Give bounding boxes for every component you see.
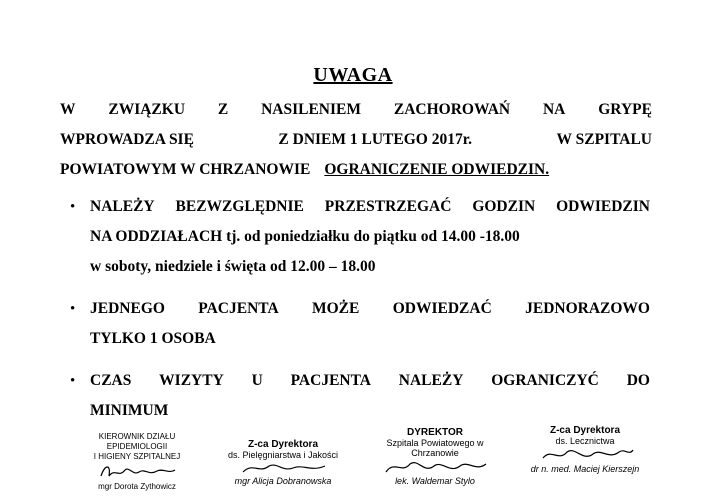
- bullet-icon: •: [70, 373, 76, 389]
- bullet-line: MINIMUM: [90, 402, 169, 419]
- document-title: UWAGA: [313, 64, 393, 86]
- stamp-name: mgr Dorota Zythowicz: [98, 482, 176, 491]
- stamp-name: mgr Alicja Dobranowska: [234, 476, 332, 486]
- handwritten-signature-icon: [233, 460, 333, 476]
- handwritten-signature-icon: [535, 446, 635, 464]
- stamp-title: Z-ca Dyrektora: [549, 425, 621, 436]
- bullet-line: [90, 366, 650, 396]
- stamp-text: I HIGIENY SZPITALNEJ: [93, 452, 181, 461]
- stamp-name: dr n. med. Maciej Kierszejn: [530, 464, 640, 474]
- word: NA: [542, 101, 566, 118]
- word: Z: [217, 101, 229, 118]
- word: ZWIĄZKU: [108, 101, 186, 118]
- word: NASILENIEM: [261, 101, 361, 118]
- word: JEDNORAZOWO: [525, 300, 650, 317]
- stamp-text: KIEROWNIK DZIAŁU EPIDEMIOLOGII: [98, 432, 176, 451]
- stamp-name: lek. Waldemar Stylo: [395, 476, 475, 486]
- word: GODZIN: [472, 198, 536, 215]
- word: PRZESTRZEGAĆ: [324, 198, 452, 215]
- stamp-dept: ds. Lecznictwa: [555, 436, 615, 446]
- stamp-title: DYREKTOR: [407, 427, 463, 438]
- bullet-icon: •: [70, 199, 76, 215]
- word: PACJENTA: [290, 372, 371, 389]
- signature-medical: [520, 426, 650, 474]
- word: WIZYTY: [159, 372, 224, 389]
- handwritten-signature-icon: [97, 462, 177, 482]
- word: ZACHOROWAŃ: [393, 101, 511, 118]
- word: NALEŻY: [398, 372, 464, 389]
- word: CZAS: [90, 372, 132, 389]
- signature-epidemiology: [82, 432, 192, 492]
- word: W: [60, 101, 76, 118]
- bullet-list: [70, 192, 650, 426]
- signature-nursing: [218, 440, 348, 486]
- bullet-item-visiting-hours: [70, 192, 650, 282]
- word: PACJENTA: [198, 300, 279, 317]
- stamp-title: Z-ca Dyrektora: [247, 439, 319, 450]
- phrase: W SZPITALU: [556, 131, 652, 148]
- bullet-item-one-visitor: [70, 294, 650, 354]
- word: OGRANICZYĆ: [491, 372, 599, 389]
- word: ODWIEDZIN: [556, 198, 650, 215]
- word: JEDNEGO: [90, 300, 165, 317]
- stamp-dept: ds. Pielęgniarstwa i Jakości: [227, 450, 339, 460]
- intro-line-3: [60, 155, 652, 185]
- stamp-org: Szpitala Powiatowego w Chrzanowie: [386, 438, 484, 458]
- word: U: [251, 372, 263, 389]
- word: MOŻE: [312, 300, 360, 317]
- bullet-line: [90, 294, 650, 324]
- word: BEZWZGLĘDNIE: [175, 198, 304, 215]
- intro-line-2: [60, 125, 652, 155]
- word: ODWIEDZAĆ: [392, 300, 492, 317]
- bullet-line: [90, 192, 650, 222]
- bullet-icon: •: [70, 301, 76, 317]
- phrase: Z DNIEM 1 LUTEGO 2017r.: [278, 131, 473, 148]
- word: DO: [626, 372, 650, 389]
- bullet-line: NA ODDZIAŁACH tj. od poniedziałku do piątku od 14.00 -18.00: [90, 228, 520, 245]
- restriction-highlight: OGRANICZENIE ODWIEDZIN.: [324, 161, 550, 178]
- phrase: POWIATOWYM W CHRZANOWIE: [60, 161, 311, 178]
- intro-line-1: [60, 95, 652, 125]
- word: NALEŻY: [90, 198, 155, 215]
- handwritten-signature-icon: [380, 458, 490, 476]
- phrase: WPROWADZA SIĘ: [60, 131, 194, 148]
- signature-director: [365, 428, 505, 486]
- word: GRYPĘ: [598, 101, 652, 118]
- bullet-line: TYLKO 1 OSOBA: [90, 330, 216, 347]
- bullet-line: w soboty, niedziele i święta od 12.00 – 18.00: [90, 258, 376, 275]
- bullet-item-visit-duration: [70, 366, 650, 426]
- intro-paragraph: [60, 95, 652, 185]
